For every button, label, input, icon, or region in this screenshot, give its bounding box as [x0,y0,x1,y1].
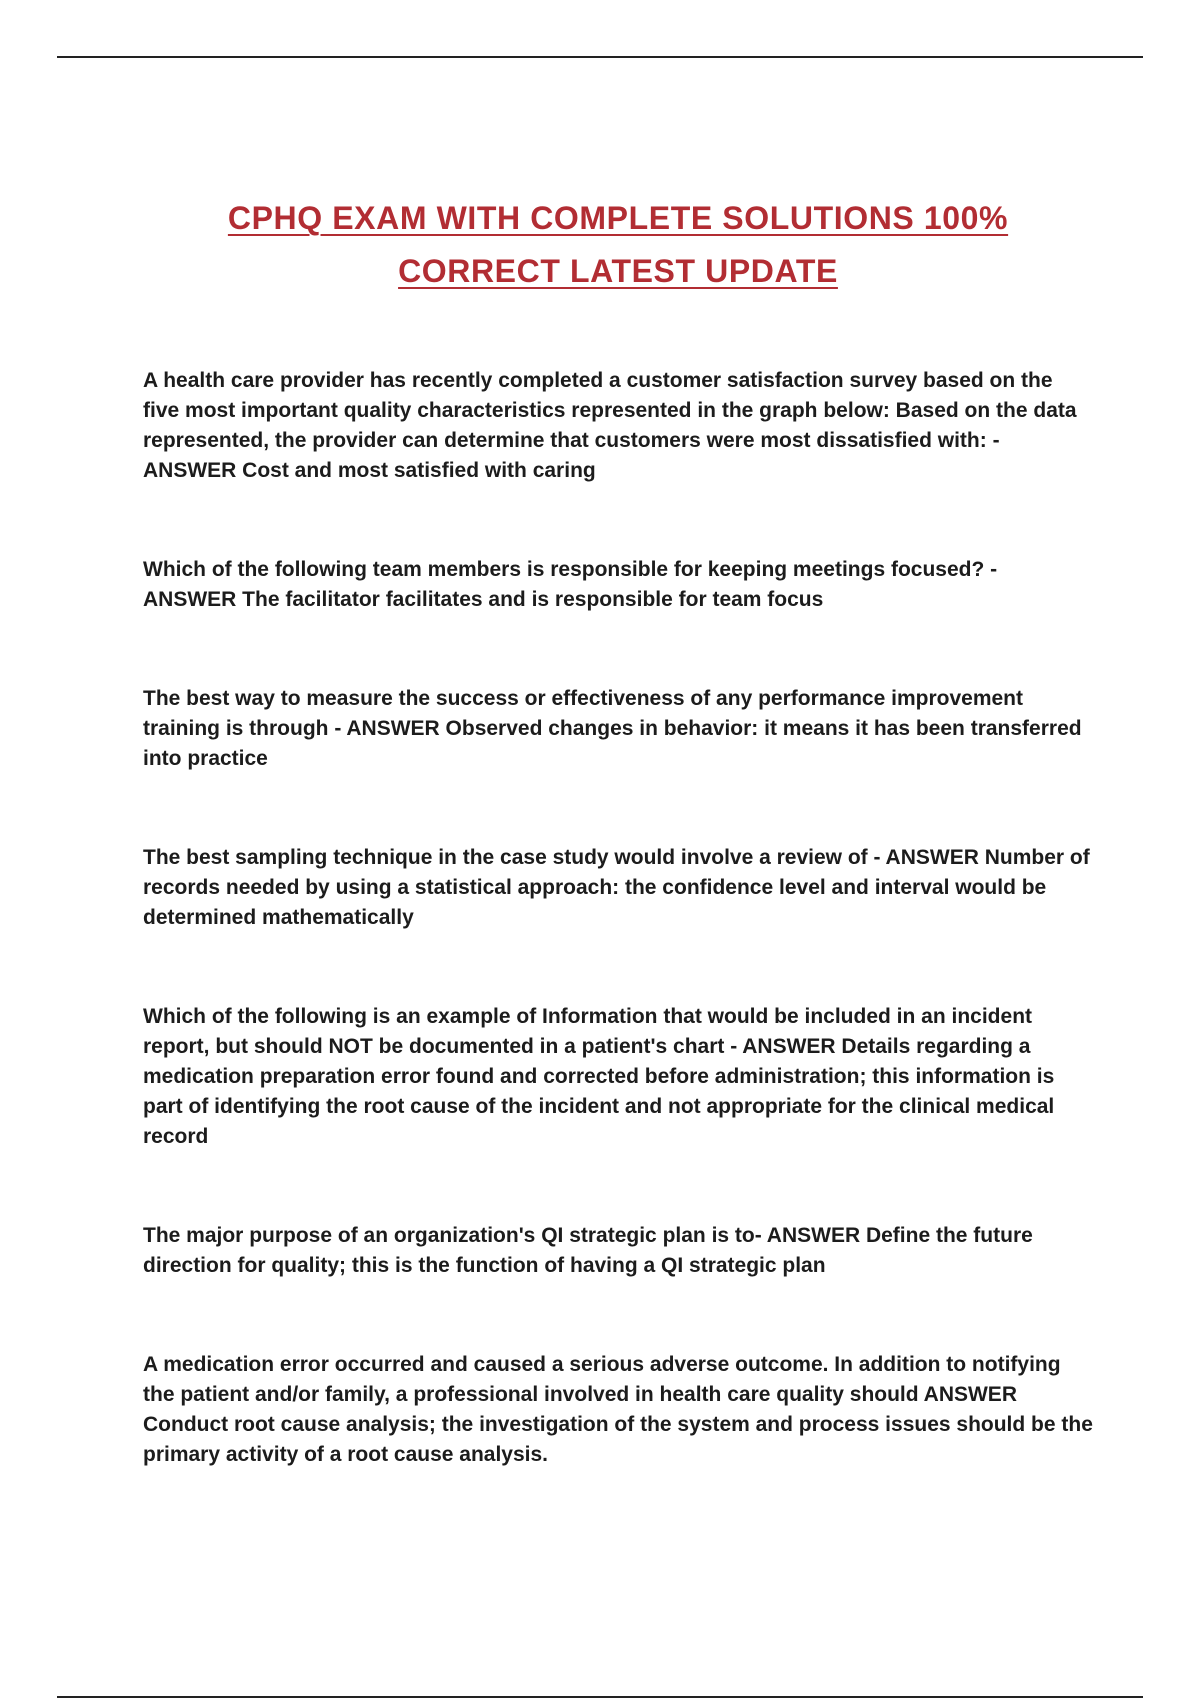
qa-item-7: A medication error occurred and caused a serious adverse outcome. In addition to notifying the patient and/or family, a professional involved in health care quality should ANSWER Conduct root cause analysis; the investigation of the system and process issues should be the primary activity of a root cause analysis. [143,1353,1093,1466]
bottom-rule [57,1696,1143,1698]
qa-item-5: Which of the following is an example of Information that would be included in an incident report, but should NOT be documented in a patient's chart - ANSWER Details regarding a medication preparation error found and corrected before administration; this information is part of identifying the root cause of the incident and not appropriate for the clinical medical record [143,1005,1055,1148]
title-line-2: CORRECT LATEST UPDATE [398,253,838,289]
qa-item-1: A health care provider has recently completed a customer satisfaction survey based on the five most important quality characteristics represented in the graph below: Based on the data represented, the provider can determine that customers were most dissatisfied with: - ANSWER Cost and most satisfied with caring [143,369,1077,482]
title-line-1: CPHQ EXAM WITH COMPLETE SOLUTIONS 100% [227,200,1009,236]
qa-item-4: The best sampling technique in the case study would involve a review of - ANSWER Number of records needed by using a statistical approach: the confidence level and interval would be determined mathematically [143,846,1090,929]
document-title [0,192,1200,298]
qa-item-2: Which of the following team members is responsible for keeping meetings focused? - ANSWER The facilitator facilitates and is responsible for team focus [143,558,998,611]
qa-list [143,366,1093,1539]
top-rule [57,56,1143,58]
qa-item-6: The major purpose of an organization's QI strategic plan is to- ANSWER Define the future direction for quality; this is the function of having a QI strategic plan [143,1224,1033,1277]
qa-item-3: The best way to measure the success or effectiveness of any performance improvement training is through - ANSWER Observed changes in behavior: it means it has been transferred into practice [143,687,1082,770]
